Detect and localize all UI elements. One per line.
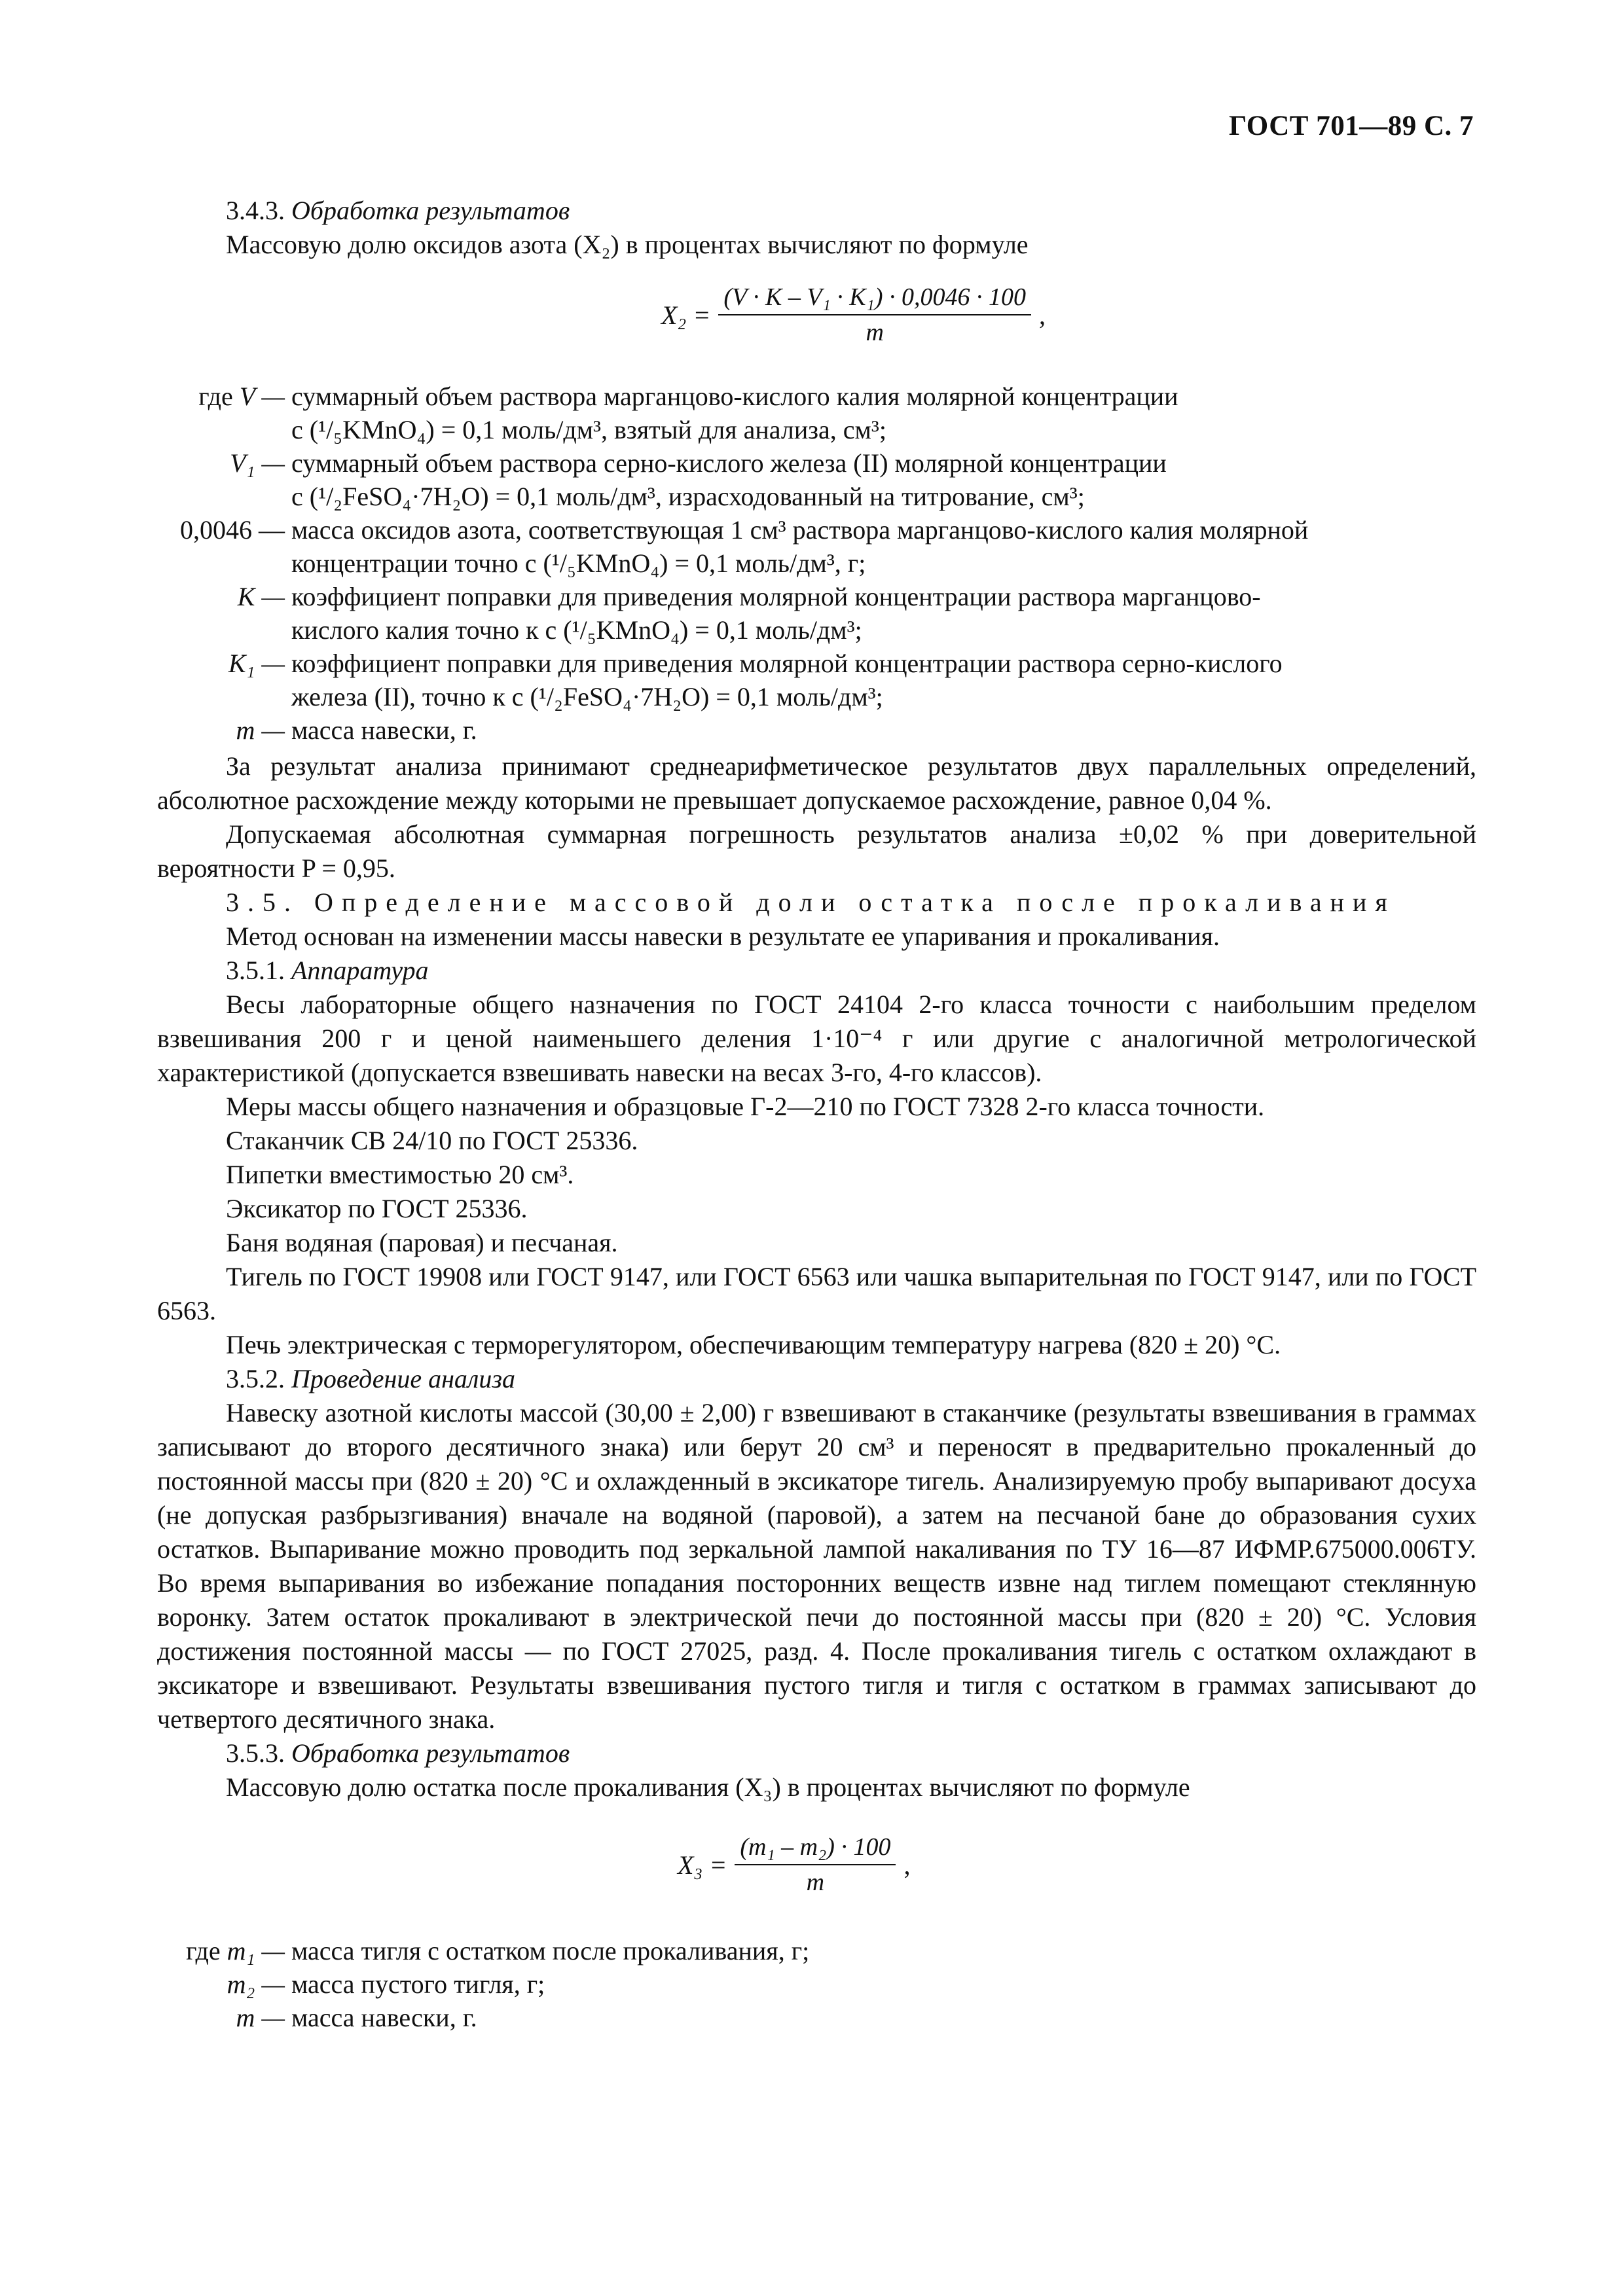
definition-text: суммарный объем раствора серно-кислого железа (II) молярной концентрации — [291, 448, 1167, 478]
definition-row — [157, 380, 1476, 413]
formula-x3-denominator: m — [806, 1869, 825, 1896]
definition-text: коэффициент поправки для приведения молярной концентрации раствора марганцово- — [291, 582, 1261, 611]
formula-x2 — [661, 283, 1046, 347]
where-label: где — [186, 1936, 221, 1965]
definitions-x2 — [157, 380, 1476, 747]
definition-term: V₁ — — [230, 448, 285, 478]
section-343-intro: Массовую долю оксидов азота (X₂) в процентах вычисляют по формуле — [226, 230, 1029, 259]
definition-continuation: железа (II), точно к c (¹/₂FeSO₄·7H₂O) = 0,1 моль/дм³; — [291, 682, 883, 711]
definition-term: m₂ — — [227, 1969, 285, 1999]
section-343-title: Обработка результатов — [291, 196, 570, 225]
definition-row — [157, 446, 1476, 480]
section-353-intro: Массовую долю остатка после прокаливания (X₃) в процентах вычисляют по формуле — [226, 1772, 1190, 1802]
apparatus-item: Баня водяная (паровая) и песчаная. — [226, 1228, 618, 1257]
formula-x3-tail: , — [903, 1850, 911, 1880]
procedure-paragraph: Навеску азотной кислоты массой (30,00 ± 2,00) г взвешивают в стаканчике (результаты взвешивания в граммах записывают до второго десятичного знака) или берут 20 см³ и переносят в предварительно прокаленный до постоянной массы при (820 ± 20) °С и охлажденный в эксикаторе тигель. Анализируемую пробу выпаривают досуха (не допуская разбрызгивания) вначале на водяной (паровой), а затем на песчаной бане до образования сухих остатков. Выпаривание можно проводить под зеркальной лампой накаливания по ТУ 16—87 ИФМР.675000.006ТУ. Во время выпаривания во избежание попадания посторонних веществ извне над тиглем помещают стеклянную воронку. Затем остаток прокаливают в электрической печи до постоянной массы при (820 ± 20) °С. Условия достижения постоянной массы — по ГОСТ 27025, разд. 4. После прокаливания тигель с остатком охлаждают в эксикаторе и взвешивают. Результаты взвешивания пустого тигля и тигля с остатком в граммах записывают до четвертого десятичного знака. — [157, 1398, 1476, 1734]
definition-continuation: кислого калия точно к c (¹/₅KMnO₄) = 0,1 моль/дм³; — [291, 615, 862, 645]
definition-text: масса навески, г. — [291, 715, 477, 745]
definition-term: 0,0046 — — [180, 515, 285, 545]
formula-x2-tail: , — [1039, 300, 1046, 330]
section-351-number: 3.5.1. — [226, 956, 285, 985]
definition-term: V — — [239, 382, 285, 411]
section-351-title: Аппаратура — [291, 956, 429, 985]
section-353-number: 3.5.3. — [226, 1738, 285, 1768]
definition-term: K₁ — — [228, 649, 285, 678]
definition-term: m — — [236, 715, 285, 745]
error-paragraph: Допускаемая абсолютная суммарная погрешность результатов анализа ±0,02 % при доверительной вероятности P = 0,95. — [157, 819, 1476, 883]
definition-text: суммарный объем раствора марганцово-кислого калия молярной концентрации — [291, 382, 1178, 411]
formula-x3 — [678, 1833, 910, 1897]
definition-text: масса навески, г. — [291, 2003, 477, 2032]
section-353-title: Обработка результатов — [291, 1738, 570, 1768]
apparatus-item: Эксикатор по ГОСТ 25336. — [226, 1194, 528, 1223]
definitions-x3 — [157, 1934, 1476, 2034]
apparatus-item: Меры массы общего назначения и образцовые Г-2—210 по ГОСТ 7328 2-го класса точности. — [226, 1092, 1265, 1121]
definition-row — [157, 580, 1476, 613]
definition-row — [157, 713, 1476, 747]
definition-term: K — — [237, 582, 285, 611]
body-text — [157, 749, 1476, 1804]
apparatus-item: Весы лабораторные общего назначения по ГОСТ 24104 2-го класса точности с наибольшим пределом взвешивания 200 г и ценой наименьшего деления 1·10⁻⁴ г или другие с аналогичной метрологической характеристикой (допускается взвешивать навески на весах 3-го, 4-го классов). — [157, 990, 1476, 1087]
apparatus-item: Пипетки вместимостью 20 см³. — [226, 1160, 574, 1189]
definition-row — [157, 647, 1476, 680]
definition-term: m — — [236, 2003, 285, 2032]
page-header: ГОСТ 701—89 С. 7 — [1228, 111, 1474, 141]
formula-x2-numerator: (V · K – V₁ · K₁) · 0,0046 · 100 — [718, 283, 1031, 315]
definition-text: масса тигля с остатком после прокаливания, г; — [291, 1936, 810, 1965]
formula-x2-denominator: m — [866, 319, 884, 346]
formula-x3-lhs: X₃ = — [678, 1850, 727, 1880]
definition-continuation: концентрации точно c (¹/₅KMnO₄) = 0,1 моль/дм³, г; — [291, 548, 866, 578]
definition-row — [157, 513, 1476, 547]
apparatus-item: Тигель по ГОСТ 19908 или ГОСТ 9147, или ГОСТ 6563 или чашка выпарительная по ГОСТ 9147, или по ГОСТ 6563. — [157, 1262, 1476, 1325]
section-343-number: 3.4.3. — [226, 196, 285, 225]
definition-text: масса пустого тигля, г; — [291, 1969, 545, 1999]
definition-row — [157, 2001, 1476, 2034]
definition-continuation: c (¹/₅KMnO₄) = 0,1 моль/дм³, взятый для анализа, см³; — [291, 415, 886, 444]
section-343-heading — [157, 194, 1476, 262]
section-35-method: Метод основан на изменении массы навески в результате ее упаривания и прокаливания. — [226, 922, 1220, 951]
definition-row — [157, 1967, 1476, 2001]
section-352-title: Проведение анализа — [291, 1364, 515, 1393]
definition-continuation: c (¹/₂FeSO₄·7H₂O) = 0,1 моль/дм³, израсходованный на титрование, см³; — [291, 482, 1085, 511]
formula-x2-lhs: X₂ = — [661, 300, 711, 330]
formula-x3-numerator: (m₁ – m₂) · 100 — [735, 1833, 896, 1865]
apparatus-item: Стаканчик СВ 24/10 по ГОСТ 25336. — [226, 1126, 638, 1155]
definition-row — [157, 1934, 1476, 1967]
definition-text: масса оксидов азота, соответствующая 1 см³ раствора марганцово-кислого калия молярной — [291, 515, 1309, 545]
formula-x2-fraction — [718, 283, 1031, 347]
section-352-number: 3.5.2. — [226, 1364, 285, 1393]
formula-x3-fraction — [735, 1833, 896, 1897]
definition-term: m₁ — — [227, 1936, 285, 1965]
definition-text: коэффициент поправки для приведения молярной концентрации раствора серно-кислого — [291, 649, 1283, 678]
where-label: где — [198, 382, 233, 411]
apparatus-item: Печь электрическая с терморегулятором, обеспечивающим температуру нагрева (820 ± 20) °С. — [226, 1330, 1281, 1359]
section-35-heading: 3.5. Определение массовой доли остатка после прокаливания — [226, 888, 1396, 917]
result-paragraph: За результат анализа принимают среднеарифметическое результатов двух параллельных определений, абсолютное расхождение между которыми не превышает допускаемое расхождение, равное 0,04 %. — [157, 751, 1476, 815]
